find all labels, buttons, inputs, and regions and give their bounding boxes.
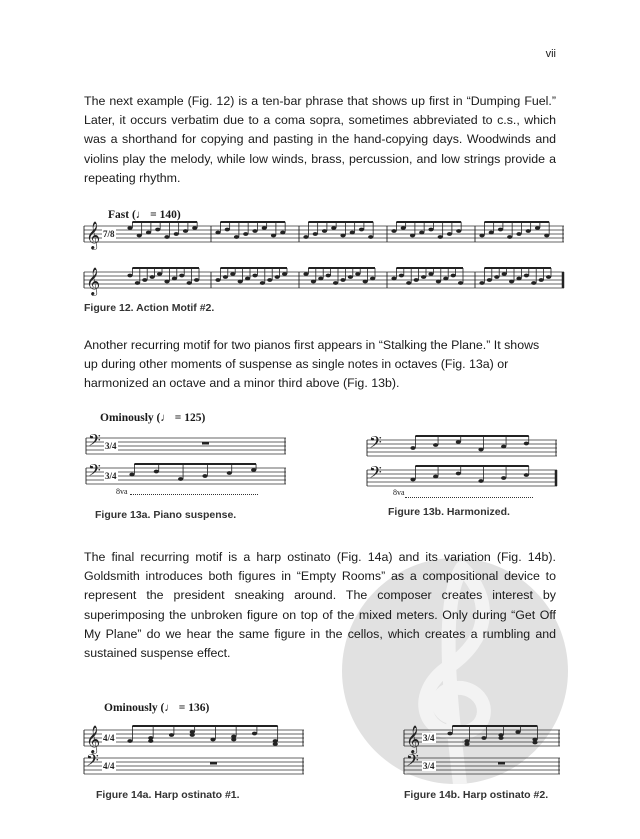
note-head (451, 274, 456, 278)
fig13a-tempo: Ominously (♩ = 125) (100, 412, 206, 424)
note-head (501, 445, 506, 449)
fig14a-time-signature-lower: 4/4 (103, 761, 115, 771)
note-head (478, 448, 483, 452)
note-head (137, 234, 142, 238)
fig13b-octave-line (405, 497, 533, 498)
note-head (438, 235, 443, 239)
note-head (524, 274, 529, 278)
note-head (154, 470, 159, 474)
note-head (223, 275, 228, 279)
note-head (275, 275, 280, 279)
note-head (399, 274, 404, 278)
note-head (172, 277, 177, 281)
note-head (157, 272, 162, 276)
note-head (502, 272, 507, 276)
note-head (515, 730, 520, 734)
note-head (410, 446, 415, 450)
note-head (458, 281, 463, 285)
fig14a-caption: Figure 14a. Harp ostinato #1. (96, 789, 240, 801)
note-head (178, 477, 183, 481)
note-head (194, 278, 199, 282)
note-head (478, 479, 483, 483)
note-head (359, 228, 364, 232)
note-head (419, 231, 424, 235)
note-head (368, 235, 373, 239)
bass-clef-icon: 𝄢 (88, 430, 101, 454)
note-head (129, 473, 134, 477)
note-head (516, 277, 521, 281)
note-head (443, 277, 448, 281)
note-head (509, 280, 514, 284)
note-head (169, 733, 174, 737)
note-head (202, 474, 207, 478)
note-head (406, 281, 411, 285)
note-head (370, 277, 375, 281)
note-head (252, 274, 257, 278)
note-head (479, 234, 484, 238)
fig14a-staff-lower (84, 750, 304, 790)
paragraph-2: Another recurring motif for two pianos first appears in “Stalking the Plane.” It shows up during other moments of suspense as single notes in octaves (Fig. 13a) or harmonized an octave and a minor third above (Fig. 13b). (84, 338, 540, 391)
bass-clef-icon: 𝄢 (406, 750, 419, 774)
treble-clef-icon: 𝄞 (86, 725, 101, 753)
note-head (456, 472, 461, 476)
fig12-tempo: Fast (♩ = 140) (108, 209, 181, 221)
note-head (340, 278, 345, 282)
bass-clef-icon: 𝄢 (88, 460, 101, 484)
fig14b-caption: Figure 14b. Harp ostinato #2. (404, 789, 549, 801)
bass-clef-icon: 𝄢 (369, 432, 382, 456)
note-head (303, 272, 308, 276)
note-head (355, 272, 360, 276)
note-head (410, 478, 415, 482)
note-head (245, 277, 250, 281)
treble-clef-icon: 𝄞 (86, 267, 101, 295)
fig13b-caption: Figure 13b. Harmonized. (388, 506, 510, 518)
note-head (456, 229, 461, 233)
note-head (414, 278, 419, 282)
note-head (524, 442, 529, 446)
note-head (326, 274, 331, 278)
note-head (174, 232, 179, 236)
note-head (142, 278, 147, 282)
treble-clef-icon: 𝄞 (406, 725, 421, 753)
note-head (311, 280, 316, 284)
fig13a-time-signature-lower: 3/4 (105, 471, 117, 481)
note-head (234, 235, 239, 239)
note-head (303, 235, 308, 239)
note-head (428, 228, 433, 232)
note-head (498, 736, 503, 740)
note-head (331, 226, 336, 230)
note-head (238, 280, 243, 284)
note-head (252, 229, 257, 233)
note-head (363, 280, 368, 284)
note-head (498, 228, 503, 232)
rest-mark (498, 762, 505, 765)
note-head (447, 232, 452, 236)
note-head (155, 228, 160, 232)
rest-mark (202, 442, 209, 445)
note-head (282, 272, 287, 276)
note-head (280, 231, 285, 235)
note-head (546, 275, 551, 279)
note-head (146, 231, 151, 235)
note-head (524, 473, 529, 477)
note-head (243, 232, 248, 236)
note-head (164, 280, 169, 284)
note-head (464, 742, 469, 746)
note-head (401, 226, 406, 230)
note-head (531, 281, 536, 285)
note-head (421, 275, 426, 279)
fig13a-octave-mark: 8va (116, 487, 128, 496)
note-head (192, 226, 197, 230)
fig14b-time-signature: 3/4 (423, 733, 435, 743)
note-head (532, 741, 537, 745)
note-head (148, 739, 153, 743)
note-head (433, 475, 438, 479)
fig14a-tempo: Ominously (♩ = 136) (104, 702, 210, 714)
note-head (164, 235, 169, 239)
note-head (318, 277, 323, 281)
note-head (267, 278, 272, 282)
note-head (447, 732, 452, 736)
note-head (487, 278, 492, 282)
fig13a-time-signature: 3/4 (105, 441, 117, 451)
fig14a-time-signature: 4/4 (103, 733, 115, 743)
fig12-time-signature: 7/8 (103, 229, 115, 239)
note-head (231, 738, 236, 742)
paragraph-1: The next example (Fig. 12) is a ten-bar phrase that shows up first in “Dumping Fuel.” Later, it occurs verbatim due to a coma sopra, sometimes abbreviated to c.s., which was a shorthand for copying and pasting in the hand-copying days. Woodwinds and violins play the melody, while low winds, brass, percussion, and low strings provide a repeating rhythm. (84, 94, 556, 185)
bass-clef-icon: 𝄢 (369, 462, 382, 486)
note-head (350, 231, 355, 235)
fig12-caption: Figure 12. Action Motif #2. (84, 302, 215, 314)
note-head (127, 739, 132, 743)
note-head (489, 231, 494, 235)
note-head (494, 275, 499, 279)
fig13b-octave-mark: 8va (393, 488, 405, 497)
note-head (436, 280, 441, 284)
note-head (260, 281, 265, 285)
rest-mark (210, 762, 217, 765)
note-head (410, 234, 415, 238)
note-head (333, 281, 338, 285)
note-head (135, 281, 140, 285)
note-head (215, 231, 220, 235)
page-number: vii (545, 48, 556, 60)
note-head (481, 736, 486, 740)
note-head (251, 468, 256, 472)
note-head (544, 234, 549, 238)
note-head (340, 234, 345, 238)
note-head (215, 278, 220, 282)
note-head (230, 272, 235, 276)
note-head (456, 440, 461, 444)
note-head (539, 278, 544, 282)
note-head (187, 281, 192, 285)
note-head (227, 471, 232, 475)
note-head (313, 232, 318, 236)
fig12-staff-1 (84, 218, 564, 258)
note-head (516, 232, 521, 236)
note-head (127, 226, 132, 230)
note-head (428, 272, 433, 276)
note-head (501, 476, 506, 480)
note-head (273, 742, 278, 746)
note-head (262, 226, 267, 230)
note-head (391, 229, 396, 233)
fig13a-caption: Figure 13a. Piano suspense. (95, 509, 237, 521)
bass-clef-icon: 𝄢 (86, 750, 99, 774)
note-head (322, 229, 327, 233)
fig13a-octave-line (130, 494, 258, 495)
note-head (535, 226, 540, 230)
note-head (479, 281, 484, 285)
note-head (190, 733, 195, 737)
note-head (391, 277, 396, 281)
note-head (150, 275, 155, 279)
treble-clef-icon: 𝄞 (86, 221, 101, 249)
note-head (183, 229, 188, 233)
note-head (271, 234, 276, 238)
note-head (210, 738, 215, 742)
note-head (526, 229, 531, 233)
note-head (225, 228, 230, 232)
note-head (179, 274, 184, 278)
paragraph-3: The final recurring motif is a harp ostinato (Fig. 14a) and its variation (Fig. 14b). Goldsmith introduces both figures in “Empty Rooms” as a compositional device to represent the president sneaking around. The composer creates interest by superimposing the unbroken figure on top of the mixed meters. Only during “Get Off My Plane” do we hear the same figure in the cellos, which creates a rumbling and sustained suspense effect. (84, 550, 556, 661)
note-head (127, 274, 132, 278)
fig14b-time-signature-lower: 3/4 (423, 761, 435, 771)
note-head (252, 732, 257, 736)
note-head (433, 443, 438, 447)
fig12-staff-2 (84, 264, 564, 304)
note-head (348, 275, 353, 279)
note-head (507, 235, 512, 239)
